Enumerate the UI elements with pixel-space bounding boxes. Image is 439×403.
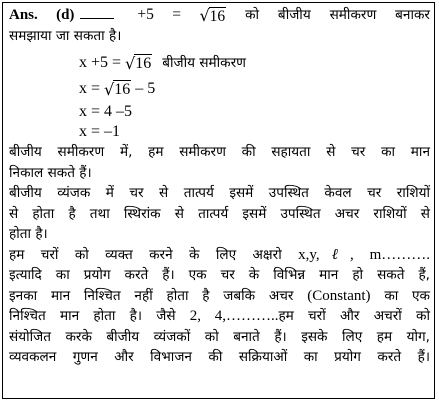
answer-radicand: 16 [209, 7, 226, 25]
paragraph-3-line-2: इत्यादि का प्रयोग करते हैं। एक चर के विभिन्न मान हो सकते हैं, [9, 267, 430, 283]
paragraph-3-line-4 [9, 306, 430, 327]
paragraph-2-line-1: बीजीय व्यंजक में चर से तात्पर्य इसमें उपस्थित केवल चर राशियों [9, 185, 430, 201]
paragraph-2-line-3: होता है। [9, 226, 48, 242]
equation-radicand: 16 [114, 81, 131, 98]
sqrt-symbol: √ 16 [104, 80, 131, 99]
answer-blank [80, 6, 114, 19]
equation-radicand: 16 [135, 55, 152, 72]
answer-label: Ans. (d) [9, 7, 75, 23]
p3-text: का एक [384, 287, 431, 304]
answer-intro-line2: समझाया जा सकता है। [9, 27, 122, 44]
p3-constants-example: 2, 4,……….. [189, 308, 279, 324]
paragraph-1-line-1: बीजीय समीकरण में, हम समीकरण की सहायता से चर का मान [9, 144, 430, 160]
equation-line-3: x = 4 –5 [79, 103, 133, 120]
p3-variables [298, 247, 430, 263]
paragraph-3-line-5: संयोजित करके बीजीय व्यंजकों को बनाते हैं। इसके लिए हम योग, [9, 328, 430, 345]
sqrt-symbol: √ 16 [199, 6, 226, 25]
p3-constant-term: (Constant) [307, 287, 371, 304]
answer-heading-line [9, 5, 430, 26]
paragraph-2-line-2: से होता है तथा स्थिरांक से तात्पर्य इसमें उपस्थित अचर राशियों से [9, 205, 430, 222]
paragraph-1-line-2: निकाल सकते हैं। [9, 164, 92, 181]
p3-text: इनका मान निश्चित नहीं होता है जबकि अचर [9, 287, 294, 304]
p3-text: निश्चित मान होता है। जैसे [9, 308, 176, 324]
equation-lhs: x +5 = [79, 54, 122, 71]
p3-text: हम चरों को व्यक्त करने के लिए अक्षरो [9, 246, 282, 263]
paragraph-3-line-3 [9, 286, 430, 307]
equation-block [9, 50, 430, 142]
equation-line-4: x = –1 [79, 123, 121, 140]
p3-text: हम चरों और अचरों को [278, 308, 431, 324]
paragraph-3-line-1 [9, 245, 430, 266]
answer-equation [137, 6, 226, 23]
equation-hindi-label: बीजीय समीकरण [162, 55, 247, 71]
equation-line-1 [79, 50, 430, 76]
equation-after: – 5 [131, 80, 156, 97]
equation-lhs: x = [79, 80, 101, 97]
equation-line-2 [79, 76, 430, 102]
paragraph-3-line-6: व्यवकलन गुणन और विभाजन की सक्रियाओं का प्रयोग करते हैं। [9, 349, 430, 365]
sqrt-symbol: √ 16 [125, 54, 152, 73]
p3-variables-m: , m………. [350, 246, 430, 263]
p3-variables-xy: x,y, [298, 246, 320, 263]
answer-card [2, 2, 435, 399]
answer-intro-rest: को बीजीय समीकरण बनाकर [245, 7, 430, 23]
p3-variable-ell: ℓ [319, 246, 351, 263]
answer-plus-five: +5 = [137, 6, 182, 23]
